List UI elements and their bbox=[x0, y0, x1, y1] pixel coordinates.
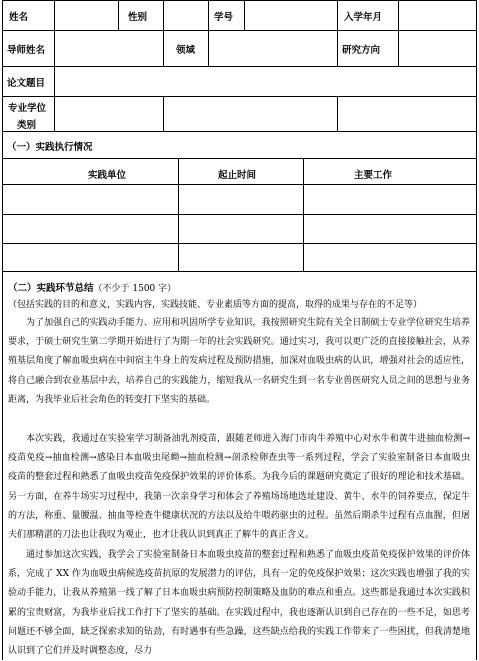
r1-divider-e bbox=[244, 0, 245, 30]
r4-divider-a bbox=[54, 96, 55, 131]
table-right-border bbox=[476, 0, 477, 660]
r1-divider-f bbox=[337, 0, 338, 30]
row-divider-3 bbox=[2, 96, 477, 97]
s1-row-divider-3 bbox=[2, 243, 477, 244]
col-header-period: 起止时间 bbox=[218, 170, 257, 181]
r2-divider-b bbox=[163, 30, 164, 66]
row-divider-2 bbox=[2, 66, 477, 67]
s1-table-bottom bbox=[2, 271, 477, 272]
r1-divider-b bbox=[118, 0, 119, 30]
gender-label: 性别 bbox=[128, 12, 148, 23]
section1-title-divider bbox=[2, 158, 477, 159]
section2-hint: （包括实践的目的和意义，实践内容，实践技能、专业素质等方面的提高，取得的成果与存在的不足等） bbox=[8, 300, 423, 310]
r1-divider-g bbox=[398, 0, 399, 30]
summary-paragraph-3: 通过参加这次实践，我学会了实验室制备日本血吸虫疫苗的整套过程和熟悉了血吸虫疫苗免疫保护效果的评价体系，完成了 XX 作为血吸虫病候选疫苗抗原的发展潜力的评估，具有一定的免疫保护效果；这次实践也增强了我的实验动手能力，让我从养殖第一线了解了日本血吸虫病预防控制策略及血防的难点和重点。这些都是我通过本次实践积累的宝贵财富，为我毕业后找工作打下了坚实的基础。在实践过程中，我也逐渐认识到自己存在的一些不足，如思考问题还不够全面，缺乏探索求知的钻劲，有时遇事有些急躁，这些缺点给我的实践工作带来了一些困扰，但我清楚地认识到了它们并及时调整态度，尽力 bbox=[8, 550, 470, 657]
r3-divider-a bbox=[54, 66, 55, 96]
col-header-work: 主要工作 bbox=[354, 170, 393, 181]
row-divider-1 bbox=[2, 30, 477, 31]
research-direction-label: 研究方向 bbox=[342, 45, 381, 56]
section1-title: （一）实践执行情况 bbox=[7, 142, 93, 153]
row-divider-4 bbox=[2, 131, 477, 132]
summary-paragraph-2: 本次实践，我通过在实验室学习制备油乳剂疫苗，跟随老师进入海门市肉牛养殖中心对水牛和黄牛进抽血检测→疫苗免疫→抽血检测→感染日本血吸虫尾蚴→抽血检测→剖杀检卵查虫等一系列过程，学会了实验室制备日本血吸虫疫苗的整套过程和熟悉了血吸虫疫苗免疫保护效果的评价体系。为我今后的课题研究奠定了很好的理论和技术基础。另一方面，在养牛场实习过程中，我第一次亲身学习和体会了养殖场场地选址建设、黄牛、水牛的饲养要点，保定牛的方法，称重、量腰温、抽血等检查牛健康状况的方法以及给牛喂药驱虫的过程。虽然后期杀牛过程有点血腥，但屠夫们那精湛的刀法也让我叹为观止，也才让我认识到真正了解牛的真正含义。 bbox=[8, 434, 470, 541]
s1-col-divider-b bbox=[303, 158, 304, 271]
summary-paragraph-1: 为了加强自己的实践动手能力、应用和巩固所学专业知识，我按照研究生院有关全日制硕士专业学位研究生培养要求，于硕士研究生第二学期开始进行了为期一年的社会实践研究。通过实习，我可以更广泛的直接接触社会，从养殖基层角度了解血吸虫病在中间宿主牛身上的发病过程及预防措施，加深对血吸虫病的认识，增强对社会的适应性，将自己融合到农业基层中去，培养自己的实践能力，缩短我从一名研究生到一名专业兽医研究人员之间的思想与业务距离，为我毕业后社会角色的转变打下坚实的基础。 bbox=[8, 318, 470, 405]
field-label: 领域 bbox=[176, 45, 196, 56]
table-top-border bbox=[2, 0, 477, 1]
student-id-label: 学号 bbox=[214, 12, 234, 23]
r4-divider-b bbox=[163, 96, 164, 131]
section2-note: （不少于 1500 字） bbox=[93, 284, 177, 294]
col-header-unit: 实践单位 bbox=[88, 170, 127, 181]
section2-title: （二）实践环节总结 bbox=[8, 283, 94, 294]
advisor-name-label: 导师姓名 bbox=[7, 45, 46, 56]
r2-divider-e bbox=[398, 30, 399, 66]
s1-col-divider-a bbox=[178, 158, 179, 271]
table-left-border bbox=[2, 0, 3, 660]
r2-divider-c bbox=[208, 30, 209, 66]
r1-divider-d bbox=[208, 0, 209, 30]
degree-category-label-line1: 专业学位 bbox=[8, 103, 47, 114]
s1-row-divider-1 bbox=[2, 184, 477, 185]
r4-divider-c bbox=[337, 96, 338, 131]
thesis-title-label: 论文题目 bbox=[7, 78, 46, 89]
enroll-date-label: 入学年月 bbox=[344, 12, 383, 23]
section2-heading bbox=[8, 280, 176, 294]
r1-divider-a bbox=[54, 0, 55, 30]
r1-divider-c bbox=[163, 0, 164, 30]
name-label: 姓名 bbox=[9, 12, 29, 23]
s1-row-divider-2 bbox=[2, 214, 477, 215]
degree-category-label-line2: 类别 bbox=[17, 120, 37, 131]
r2-divider-d bbox=[337, 30, 338, 66]
r2-divider-a bbox=[54, 30, 55, 66]
